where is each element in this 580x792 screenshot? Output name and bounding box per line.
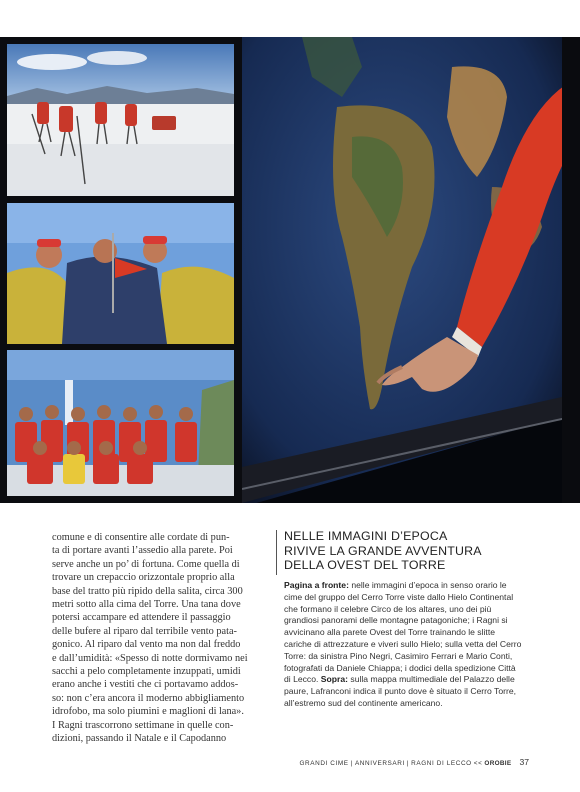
body-line: comune e di consentire alle cordate di pun- — [52, 532, 230, 543]
body-line: ta di portare avanti l’assedio alla parete. Poi — [52, 545, 233, 557]
footer-section-anniversari: ANNIVERSARI — [354, 760, 405, 767]
footer-section-grandi-cime: GRANDI CIME — [299, 760, 349, 767]
caption-title — [284, 529, 524, 573]
caption-text — [284, 580, 524, 710]
caption-label-opposite: Pagina a fronte: — [284, 580, 349, 590]
body-line: idrofobo, ma solo piumini e maglioni di lana». — [52, 706, 244, 718]
footer-separator: | — [406, 760, 410, 767]
body-line: metri sotto alla cima del Torre. Una tana dove — [52, 599, 241, 611]
caption-title-line: RIVIVE LA GRANDE AVVENTURA — [284, 543, 482, 558]
body-line: so: non c’era ancora il moderno abbigliamento — [52, 692, 245, 704]
caption-label-above: Sopra: — [320, 674, 349, 685]
page-footer — [299, 757, 529, 767]
body-line: delle bufere al riparo dal terribile vento pata- — [52, 625, 237, 637]
body-line: I Ragni trascorrono settimane in quelle con- — [52, 719, 234, 731]
photo-band — [0, 37, 580, 503]
body-line: serve anche un po’ di fortuna. Come quella di — [52, 558, 240, 570]
photo-summit-climbers — [7, 203, 234, 344]
photo-sledge-team — [7, 44, 234, 196]
body-line: sacchi a pelo completamente inzuppati, umidi — [52, 666, 241, 678]
footer-section-ragni: RAGNI DI LECCO — [411, 760, 472, 767]
photo-multimedia-map — [242, 37, 580, 503]
body-line: base del tratto più ripido della salita, circa 300 — [52, 585, 243, 597]
body-line: erano anche i vestiti che ci portavamo addos- — [52, 679, 239, 691]
caption-text-above: sulla mappa multimediale del Palazzo delle paure, Lafranconi indica il punto dove è situato il Cerro Torre, all’estremo sud del continente americano. — [284, 674, 517, 708]
article-body-column — [52, 531, 259, 746]
body-line: e dall’umidità: «Spesso di notte dormivamo nei — [52, 652, 248, 664]
caption-divider — [276, 530, 277, 575]
caption-title-line: NELLE IMMAGINI D’EPOCA — [284, 529, 448, 543]
footer-separator: | — [350, 760, 353, 767]
footer-brand: OROBIE — [484, 760, 512, 767]
caption-text-opposite: nelle immagini d’epoca in senso orario le cime del gruppo del Cerro Torre viste dallo Hielo Continental che formano il celebre Circo de los altares, uno dei più grandiosi panorami delle montagne patagoniche; i Ragni si avvicinano alla parete Ovest del Torre trainando le slitte cariche di attrezzature e viveri sullo Hielo; sulla vetta del Cerro Torre: da sinistra Pino Negri, Casimiro Ferrari e Mario Conti, fotografati da Daniele Chiappa; i dodici della spedizione Città di Lecco. — [284, 580, 522, 685]
photo-expedition-group — [7, 350, 234, 496]
body-line: dizioni, passando il Natale e il Capodanno — [52, 733, 227, 745]
caption-title-line: DELLA OVEST DEL TORRE — [284, 558, 446, 573]
body-line: gonico. Al riparo dal vento ma non dal freddo — [52, 639, 241, 651]
body-line: potersi accampare ed attendere il passaggio — [52, 612, 231, 624]
body-line: trovare un crepaccio orizzontale proprio alla — [52, 572, 235, 584]
page-number: 37 — [519, 757, 529, 767]
footer-arrows: << — [473, 760, 483, 767]
